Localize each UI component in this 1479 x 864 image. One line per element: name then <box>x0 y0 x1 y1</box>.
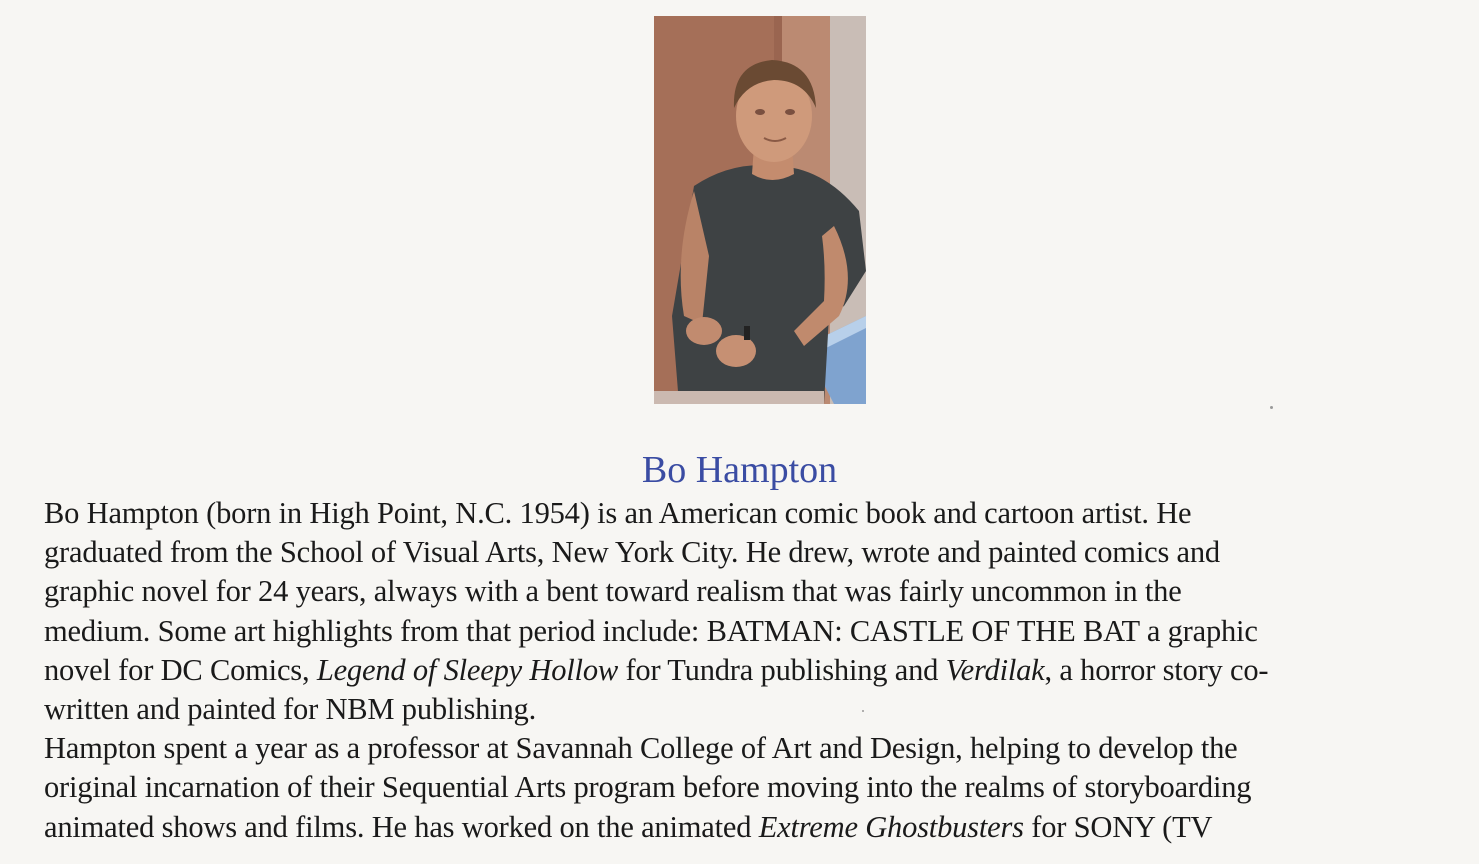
bio-paragraph <box>44 494 1464 729</box>
bio-line: original incarnation of their Sequential Arts program before moving into the realms of storyboarding <box>44 770 1252 805</box>
bio-paragraph <box>44 729 1464 847</box>
bio-text: , a horror story co- <box>1044 652 1269 687</box>
portrait-photo <box>654 16 866 404</box>
bio-line <box>44 808 1464 847</box>
biography <box>44 494 1464 847</box>
paper-speck <box>1270 406 1273 409</box>
bio-text: for Tundra publishing and <box>618 652 946 687</box>
bio-line <box>44 651 1464 690</box>
bio-line: written and painted for NBM publishing. <box>44 692 536 727</box>
bio-text: novel for DC Comics, <box>44 652 317 687</box>
bio-line: graduated from the School of Visual Arts, New York City. He drew, wrote and painted comics and <box>44 535 1220 570</box>
bio-line: medium. Some art highlights from that period include: BATMAN: CASTLE OF THE BAT a graphic <box>44 613 1258 648</box>
paper-speck <box>862 710 864 712</box>
bio-line: Hampton spent a year as a professor at Savannah College of Art and Design, helping to develop the <box>44 731 1238 766</box>
bio-text: for SONY (TV <box>1023 809 1213 844</box>
title-verdilak: Verdilak <box>945 652 1045 687</box>
bio-line: graphic novel for 24 years, always with a bent toward realism that was fairly uncommon in the <box>44 574 1182 609</box>
page-title: Bo Hampton <box>641 449 838 491</box>
bio-text: animated shows and films. He has worked on the animated <box>44 809 759 844</box>
bio-line: Bo Hampton (born in High Point, N.C. 1954) is an American comic book and cartoon artist. He <box>44 496 1192 530</box>
portrait-photo-icon <box>654 16 866 404</box>
title-legend-of-sleepy-hollow: Legend of Sleepy Hollow <box>316 652 619 687</box>
title-extreme-ghostbusters: Extreme Ghostbusters <box>758 809 1024 844</box>
